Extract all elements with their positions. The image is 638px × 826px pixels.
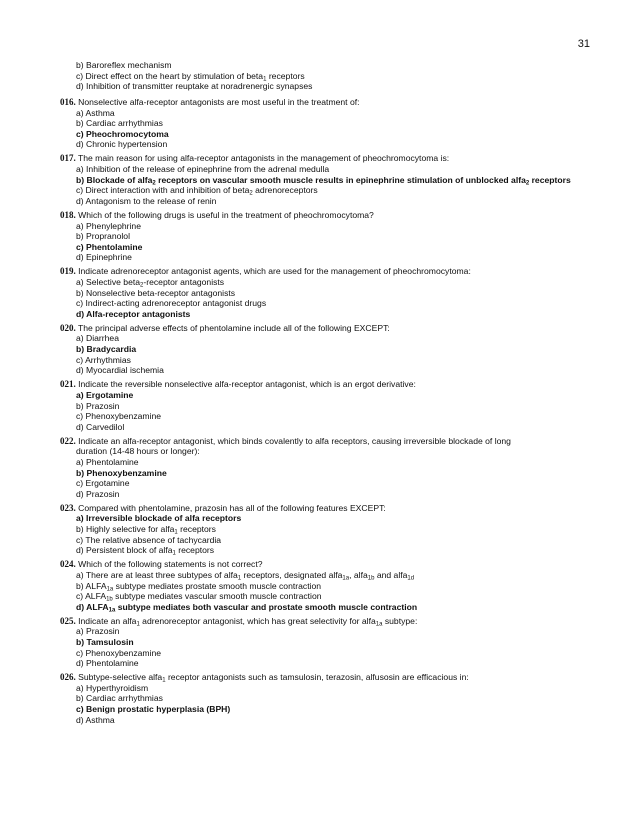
question-block [60, 559, 598, 612]
question-text: Indicate an alfa-receptor antagonist, which binds covalently to alfa receptors, causing irreversible blockade of long [78, 435, 511, 446]
question-block [60, 436, 598, 500]
answer-option-correct: b) Tamsulosin [76, 637, 134, 647]
question-number: 020. [60, 322, 76, 333]
answer-option-correct: c) Benign prostatic hyperplasia (BPH) [76, 704, 231, 715]
answer-option: c) $ALFA_{1b}$ subtype mediates vascular smooth muscle contraction [76, 591, 322, 603]
answer-option: d) Chronic hypertension [76, 139, 168, 150]
answer-option: d) Phentolamine [76, 658, 139, 669]
answer-option: b) Highly selective for alfa$_1$ receptors [76, 524, 216, 536]
question-block [60, 503, 598, 556]
question-block [60, 153, 598, 206]
answer-option: d) Carvedilol [76, 421, 125, 432]
answer-option: d) Persistent block of alfa$_1$ receptors [76, 545, 215, 557]
question-stem [60, 503, 598, 514]
option-line: c) Direct effect on the heart by stimulation of beta$_1$ receptors [76, 70, 305, 83]
question-number: 018. [60, 209, 76, 220]
question-text-continued: duration (14-48 hours or longer): [76, 446, 200, 457]
question-number: 026. [60, 672, 76, 683]
question-block [60, 323, 598, 376]
answer-option: c) The relative absence of tachycardia [76, 534, 222, 545]
answer-option-correct: a) Irreversible blockade of alfa receptors [76, 513, 242, 524]
answer-option: a) There are at least three subtypes of alfa$_1$ receptors, designated alfa$_{1a}$, alfa$_{1b}$ and alfa$_{1d}$ [76, 569, 415, 582]
answer-option: d) Prazosin [76, 488, 120, 499]
page-number: 31 [577, 38, 590, 50]
question-stem [60, 153, 598, 164]
question-stem [60, 323, 598, 334]
answer-option: c) Direct interaction with and inhibition of beta$_2$ adrenoreceptors [76, 185, 318, 197]
question-stem [60, 210, 598, 221]
question-stem [60, 436, 598, 457]
answer-option-correct: d) Alfa-receptor antagonists [76, 308, 191, 319]
question-stem [60, 559, 598, 570]
question-text: The main reason for using alfa-receptor antagonists in the management of pheochromocytoma is: [77, 153, 450, 164]
question-stem [60, 266, 598, 277]
question-number: 016. [60, 97, 76, 107]
answer-option-correct: b) Phenoxybenzamine [76, 467, 167, 478]
answer-option: a) Prazosin [76, 626, 120, 637]
answer-option: b) Nonselective beta-receptor antagonists [76, 287, 236, 298]
question-number: 024. [60, 559, 76, 570]
answer-option: a) Diarrhea [76, 333, 119, 344]
question-block [60, 97, 598, 150]
answer-option: d) Asthma [76, 714, 115, 725]
answer-option: a) Hyperthyroidism [76, 682, 149, 693]
answer-option-correct: d) $ALFA_{1a}$ subtype mediates both vascular and prostate smooth muscle contraction [76, 601, 418, 614]
question-block [60, 266, 598, 319]
answer-option: a) Phenylephrine [76, 220, 141, 231]
question-text: Nonselective alfa-receptor antagonists are most useful in the treatment of: [78, 97, 360, 107]
question-text: Indicate the reversible nonselective alfa-receptor antagonist, which is an ergot derivative: [78, 379, 416, 390]
answer-option: a) Asthma [76, 107, 115, 118]
answer-option: b) $ALFA_{1a}$ subtype mediates prostate smooth muscle contraction [76, 580, 322, 593]
question-text: Subtype-selective alfa$_1$ receptor antagonists such as tamsulosin, terazosin, alfusosin are efficacious in: [78, 672, 469, 684]
question-stem [60, 616, 598, 627]
answer-option: b) Prazosin [76, 400, 120, 411]
question-block [60, 210, 598, 263]
answer-option: c) Indirect-acting adrenoreceptor antagonist drugs [76, 298, 267, 309]
answer-option-correct: c) Phentolamine [76, 241, 143, 252]
question-number: 021. [60, 379, 76, 390]
question-text: Indicate an alfa$_1$ adrenoreceptor antagonist, which has great selectivity for alfa$_{1a}$ subtype: [78, 615, 418, 628]
question-number: 023. [60, 502, 76, 513]
answer-option: c) Phenoxybenzamine [76, 647, 162, 658]
answer-option-correct: a) Ergotamine [76, 389, 134, 400]
question-text: Which of the following drugs is useful in the treatment of pheochromocytoma? [78, 209, 374, 220]
question-stem [60, 672, 598, 683]
answer-option: c) Phenoxybenzamine [76, 411, 162, 422]
answer-option: a) Phentolamine [76, 457, 139, 467]
question-list [60, 97, 598, 729]
question-number: 019. [60, 266, 76, 277]
question-stem [60, 379, 598, 390]
answer-option: b) Cardiac arrhythmias [76, 118, 163, 129]
question-text: The principal adverse effects of phentolamine include all of the following EXCEPT: [77, 322, 390, 333]
answer-option-correct: b) Blockade of alfa$_2$ receptors on vascular smooth muscle results in epinephrine stimulation of unblocked alfa$_2$ receptors [76, 174, 571, 187]
question-text: Which of the following statements is not correct? [78, 559, 263, 570]
answer-option: d) Epinephrine [76, 252, 132, 263]
question-number: 025. [60, 615, 76, 626]
question-text: Indicate adrenoreceptor antagonist agents, which are used for the management of pheochromocytoma: [78, 266, 471, 277]
question-stem [60, 97, 598, 108]
answer-option-correct: b) Bradycardia [76, 344, 137, 355]
answer-option-correct: c) Pheochromocytoma [76, 128, 169, 139]
answer-option: a) Inhibition of the release of epinephrine from the adrenal medulla [76, 164, 330, 175]
question-block [60, 616, 598, 669]
option-line: d) Inhibition of transmitter reuptake at noradrenergic synapses [76, 81, 313, 92]
question-text: Compared with phentolamine, prazosin has all of the following features EXCEPT: [78, 502, 386, 513]
answer-option: c) Ergotamine [76, 478, 130, 489]
question-block [60, 379, 598, 432]
answer-option: a) Selective beta$_2$-receptor antagonists [76, 277, 225, 289]
question-number: 017. [60, 153, 76, 164]
question-block [60, 672, 598, 725]
continued-options [76, 60, 598, 92]
question-number: 022. [60, 435, 76, 446]
answer-option: d) Antagonism to the release of renin [76, 195, 217, 206]
option-line: b) Baroreflex mechanism [76, 60, 172, 70]
answer-option: b) Propranolol [76, 231, 130, 242]
answer-option: b) Cardiac arrhythmias [76, 693, 163, 704]
answer-option: c) Arrhythmias [76, 354, 131, 365]
answer-option: d) Myocardial ischemia [76, 365, 164, 376]
